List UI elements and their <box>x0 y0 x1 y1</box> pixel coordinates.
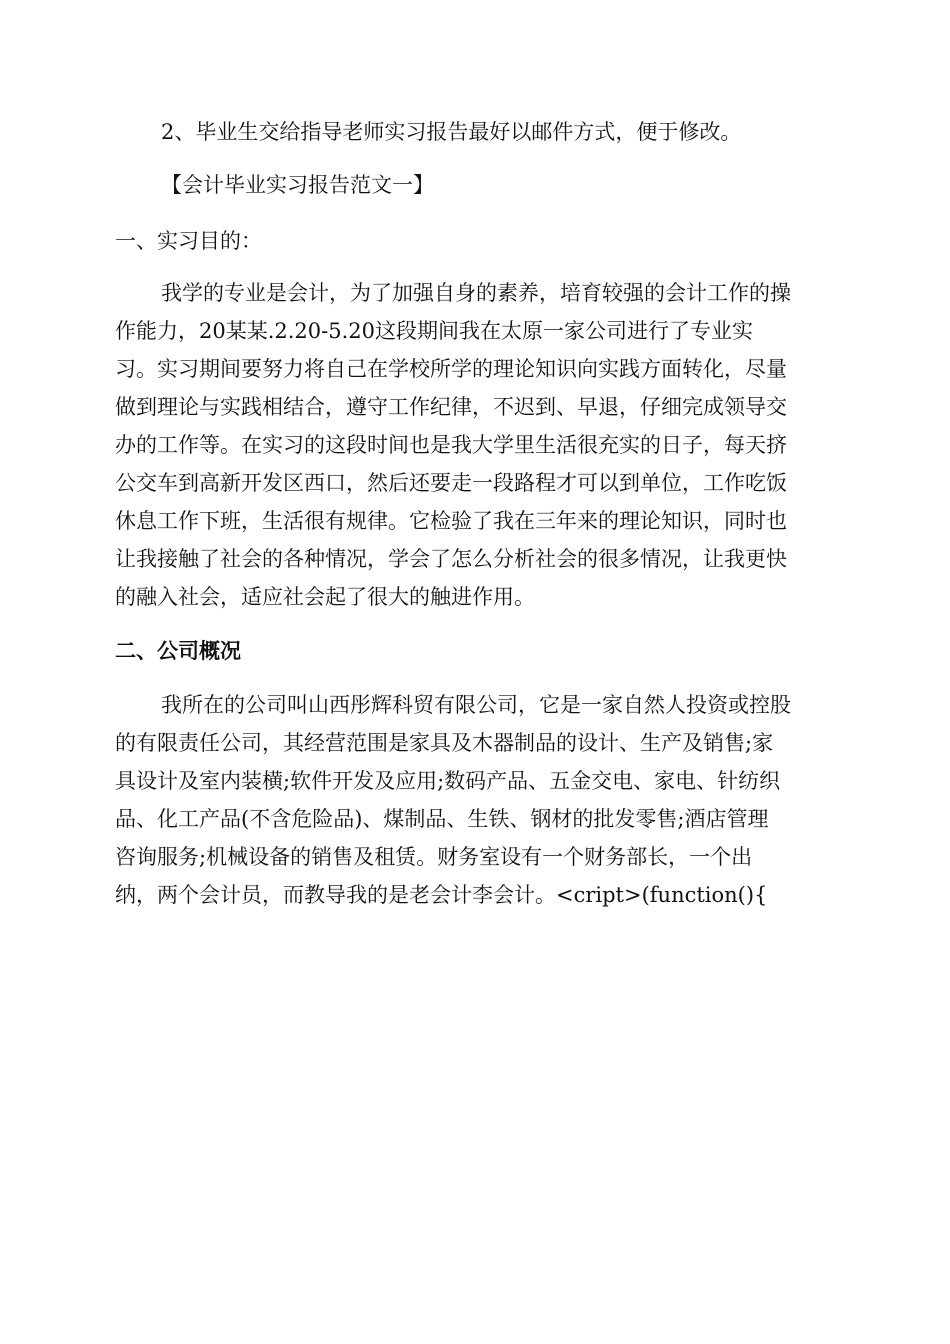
heading-company-overview: 二、公司概况 <box>115 638 241 663</box>
paragraph-line: 做到理论与实践相结合，遵守工作纪律，不迟到、早退，仔细完成领导交 <box>115 395 787 419</box>
section-title: 【会计毕业实习报告范文一】 <box>161 173 434 197</box>
note-line: 2、毕业生交给指导老师实习报告最好以邮件方式，便于修改。 <box>161 120 742 144</box>
paragraph-line: 咨询服务;机械设备的销售及租赁。财务室设有一个财务部长，一个出 <box>115 845 753 869</box>
paragraph-line: 我学的专业是会计，为了加强自身的素养，培育较强的会计工作的操 <box>161 281 791 305</box>
paragraph-line: 作能力，20某某.2.20-5.20这段期间我在太原一家公司进行了专业实 <box>115 319 754 343</box>
heading-internship-purpose: 一、实习目的： <box>115 229 262 253</box>
paragraph-line: 让我接触了社会的各种情况，学会了怎么分析社会的很多情况，让我更快 <box>115 547 787 571</box>
paragraph-line: 我所在的公司叫山西彤辉科贸有限公司，它是一家自然人投资或控股 <box>161 693 791 717</box>
paragraph-line: 纳，两个会计员，而教导我的是老会计李会计。<cript>(function(){ <box>115 883 768 907</box>
paragraph-line: 休息工作下班，生活很有规律。它检验了我在三年来的理论知识，同时也 <box>115 509 787 533</box>
paragraph-line: 习。实习期间要努力将自己在学校所学的理论知识向实践方面转化，尽量 <box>115 357 787 381</box>
paragraph-line: 的有限责任公司，其经营范围是家具及木器制品的设计、生产及销售;家 <box>115 731 774 755</box>
paragraph-line: 具设计及室内装横;软件开发及应用;数码产品、五金交电、家电、针纺织 <box>115 769 781 793</box>
paragraph-line: 办的工作等。在实习的这段时间也是我大学里生活很充实的日子，每天挤 <box>115 433 787 457</box>
paragraph-line: 品、化工产品(不含危险品)、煤制品、生铁、钢材的批发零售;酒店管理 <box>115 807 769 831</box>
paragraph-line: 的融入社会，适应社会起了很大的触进作用。 <box>115 585 535 609</box>
paragraph-line: 公交车到高新开发区西口，然后还要走一段路程才可以到单位，工作吃饭 <box>115 471 787 495</box>
